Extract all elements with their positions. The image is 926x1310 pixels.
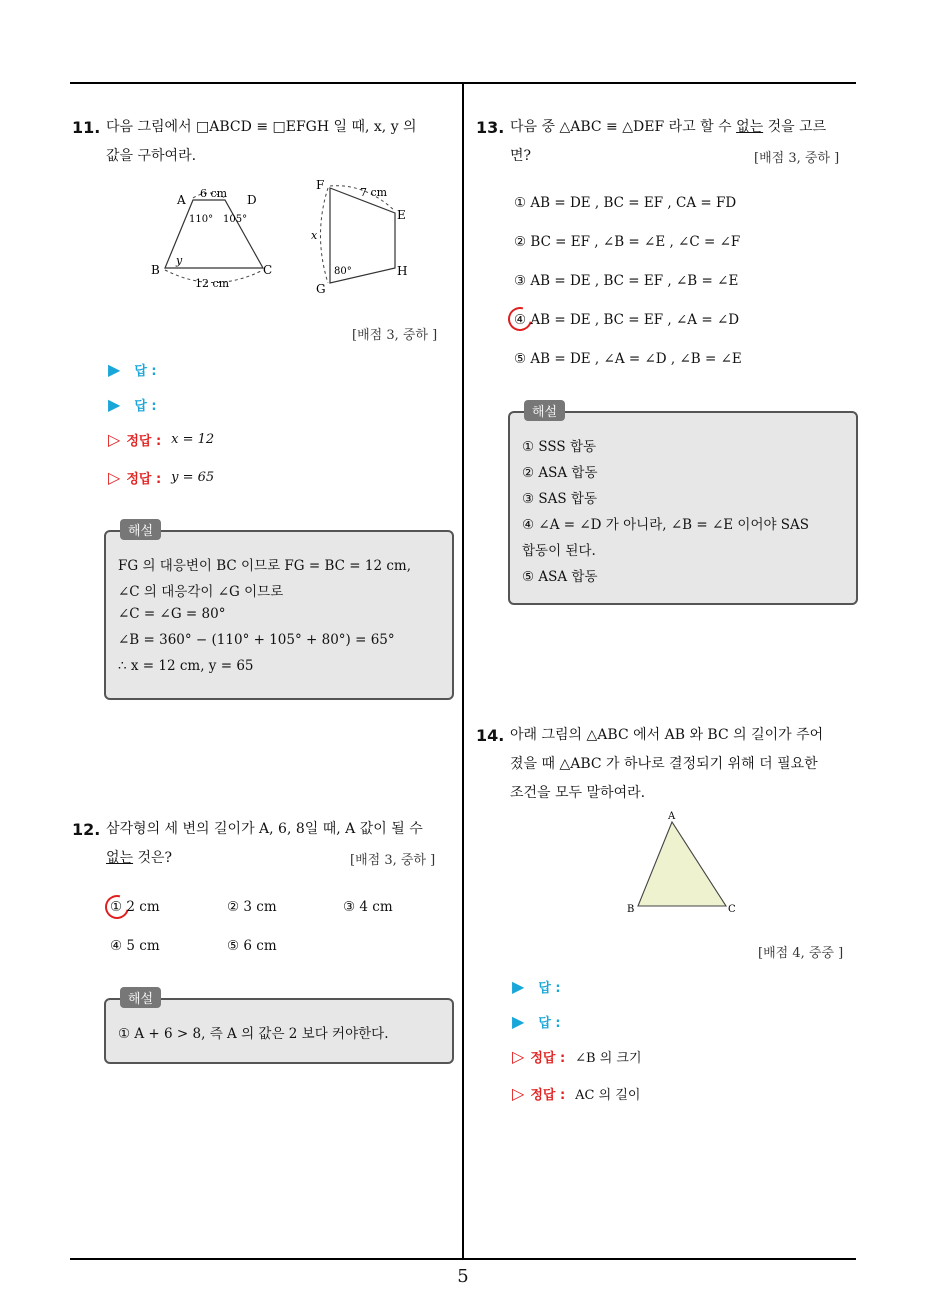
quadrilateral-efgh-figure: [305, 173, 425, 298]
explanation-line: ② ASA 합동: [522, 465, 598, 481]
choice-2[interactable]: ② BC = EF , ∠B = ∠E , ∠C = ∠F: [514, 234, 741, 250]
vertex-g-label: G: [316, 282, 326, 296]
angle-d-label: 105°: [223, 214, 248, 225]
vertex-b-label: B: [151, 263, 160, 277]
question-text-line1: 다음 그림에서 □ABCD ≡ □EFGH 일 때, x, y 의: [106, 119, 417, 135]
explanation-line: ∠C = ∠G = 80°: [118, 606, 226, 622]
explanation-box: [104, 524, 454, 700]
column-divider: [462, 83, 464, 1259]
correct-label: 정답 :: [530, 1051, 566, 1066]
answer-row-1: [512, 977, 561, 996]
bottom-rule: [70, 1258, 856, 1260]
correct-label: 정답 :: [126, 434, 162, 449]
explanation-line: ∴ x = 12 cm, y = 65: [118, 658, 254, 674]
correct-row-2: [108, 468, 214, 487]
explanation-tag: 해설: [524, 400, 565, 421]
explanation-box: [104, 992, 454, 1064]
question-text-line1: 다음 중 △ABC ≡ △DEF 라고 할 수 없는 것을 고르: [510, 119, 827, 135]
correct-value: y = 65: [171, 470, 215, 485]
vertex-c-label: C: [728, 904, 736, 915]
grade-label: [배점 3, 중하 ]: [350, 853, 436, 868]
side-bc-length: 12 cm: [195, 277, 230, 290]
explanation-line: 합동이 된다.: [522, 543, 596, 559]
vertex-b-label: B: [627, 904, 635, 915]
vertex-e-label: E: [397, 208, 406, 222]
correct-label: 정답 :: [126, 472, 162, 487]
play-icon: ▶: [108, 395, 121, 414]
choice-3[interactable]: ③ 4 cm: [343, 899, 393, 915]
side-fe-length: 7 cm: [360, 186, 388, 199]
question-text-line2: 졌을 때 △ABC 가 하나로 결정되기 위해 더 필요한: [510, 756, 818, 772]
question-number: 11.: [72, 118, 101, 137]
question-number: 13.: [476, 118, 505, 137]
vertex-h-label: H: [397, 264, 408, 278]
explanation-box: [508, 405, 858, 605]
correct-value: ∠B 의 크기: [575, 1051, 642, 1066]
side-ad-length: 6 cm: [200, 187, 228, 200]
vertex-a-label: A: [668, 811, 676, 822]
answer-label: 답 :: [538, 1016, 561, 1031]
question-number: 12.: [72, 820, 101, 839]
explanation-line: ∠C 의 대응각이 ∠G 이므로: [118, 584, 284, 600]
answer-label: 답 :: [134, 364, 157, 379]
angle-a-label: 110°: [189, 214, 214, 225]
correct-row-2: [512, 1084, 640, 1103]
grade-label: [배점 3, 중하 ]: [754, 151, 840, 166]
answer-row-2: [512, 1012, 561, 1031]
answer-row-2: [108, 395, 157, 414]
vertex-f-label: F: [316, 178, 325, 192]
choice-5[interactable]: ⑤ AB = DE , ∠A = ∠D , ∠B = ∠E: [514, 351, 742, 367]
page-number: 5: [457, 1266, 469, 1287]
correct-value: AC 의 길이: [575, 1088, 641, 1103]
explanation-tag: 해설: [120, 987, 161, 1008]
choice-5[interactable]: ⑤ 6 cm: [227, 938, 277, 954]
correct-value: x = 12: [171, 432, 215, 447]
answer-row-1: [108, 360, 157, 379]
explanation-line: ∠B = 360° − (110° + 105° + 80°) = 65°: [118, 632, 395, 648]
question-text-line2: 없는 것은?: [106, 850, 173, 866]
explanation-line: ⑤ ASA 합동: [522, 569, 598, 585]
choice-1[interactable]: ① AB = DE , BC = EF , CA = FD: [514, 195, 737, 211]
play-icon: ▶: [108, 360, 121, 379]
correct-label: 정답 :: [530, 1088, 566, 1103]
play-icon: ▶: [512, 977, 525, 996]
choice-1[interactable]: ① 2 cm: [110, 899, 160, 915]
answer-label: 답 :: [134, 399, 157, 414]
question-text-line3: 조건을 모두 말하여라.: [510, 785, 646, 801]
explanation-tag: 해설: [120, 519, 161, 540]
explanation-line: ① SSS 합동: [522, 439, 597, 455]
vertex-a-label: A: [177, 193, 186, 207]
choice-4[interactable]: ④ AB = DE , BC = EF , ∠A = ∠D: [514, 312, 740, 328]
grade-label: [배점 4, 중중 ]: [758, 946, 844, 961]
correct-row-1: [108, 430, 214, 449]
quadrilateral-abcd-figure: [145, 180, 285, 295]
question-text-line1: 삼각형의 세 변의 길이가 A, 6, 8일 때, A 값이 될 수: [106, 821, 423, 837]
outline-triangle-icon: ▷: [512, 1084, 525, 1103]
question-text-line2: 면?: [510, 148, 532, 164]
side-fg-label: x: [311, 229, 318, 242]
question-number: 14.: [476, 726, 505, 745]
correct-row-1: [512, 1047, 642, 1066]
choice-3[interactable]: ③ AB = DE , BC = EF , ∠B = ∠E: [514, 273, 739, 289]
grade-label: [배점 3, 중하 ]: [352, 328, 438, 343]
choice-2[interactable]: ② 3 cm: [227, 899, 277, 915]
outline-triangle-icon: ▷: [108, 430, 121, 449]
explanation-line: ① A + 6 > 8, 즉 A 의 값은 2 보다 커야한다.: [118, 1026, 389, 1042]
explanation-line: FG 의 대응변이 BC 이므로 FG = BC = 12 cm,: [118, 558, 411, 574]
outline-triangle-icon: ▷: [512, 1047, 525, 1066]
choice-4[interactable]: ④ 5 cm: [110, 938, 160, 954]
outline-triangle-icon: ▷: [108, 468, 121, 487]
play-icon: ▶: [512, 1012, 525, 1031]
explanation-line: ④ ∠A = ∠D 가 아니라, ∠B = ∠E 이어야 SAS: [522, 517, 810, 533]
angle-g-label: 80°: [334, 266, 352, 277]
explanation-line: ③ SAS 합동: [522, 491, 598, 507]
triangle-abc-figure: [622, 806, 752, 916]
vertex-c-label: C: [263, 263, 273, 277]
question-text-line2: 값을 구하여라.: [106, 148, 197, 164]
answer-label: 답 :: [538, 981, 561, 996]
vertex-d-label: D: [247, 193, 257, 207]
angle-b-label: y: [176, 254, 183, 267]
question-text-line1: 아래 그림의 △ABC 에서 AB 와 BC 의 길이가 주어: [510, 727, 824, 743]
